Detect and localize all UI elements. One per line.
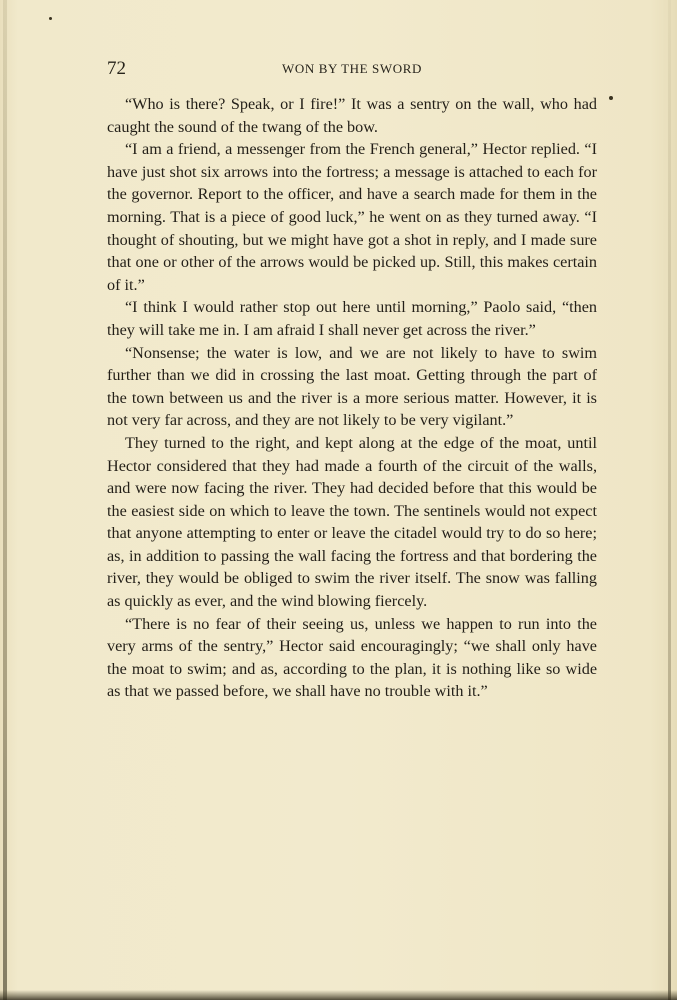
paragraph: “I think I would rather stop out here until morning,” Paolo said, “then they will take me in. I am afraid I shall never get across the river.” bbox=[107, 298, 597, 339]
paragraph: “I am a friend, a messenger from the French general,” Hector replied. “I have just shot six arrows into the fortress; a message is attached to each for the governor. Report to the officer, and have a search made for them in the morning. That is a piece of good luck,” he went on as they turned away. “I thought of shouting, but we might have got a shot in reply, and I made sure that one or other of the arrows would be picked up. Still, this makes certain of it.” bbox=[107, 140, 597, 294]
page-number: 72 bbox=[107, 58, 126, 79]
page-edge-right bbox=[668, 0, 671, 1000]
running-head: WON BY THE SWORD bbox=[282, 61, 422, 76]
body-text bbox=[107, 93, 597, 703]
paragraph: “Nonsense; the water is low, and we are not likely to have to swim further than we did in crossing the last moat. Getting through the part of the town between us and the river is a more serious matter. However, it is not very far across, and they are not likely to be very vigilant.” bbox=[107, 343, 597, 430]
paragraph: They turned to the right, and kept along at the edge of the moat, until Hector considered that they had made a fourth of the circuit of the walls, and were now facing the river. They had decided before that this would be the easiest side on which to leave the town. The sentinels would not expect that anyone attempting to enter or leave the citadel would try to do so here; as, in addition to passing the wall facing the fortress and that bordering the river, they would be obliged to swim the river itself. The snow was falling as quickly as ever, and the wind blowing fiercely. bbox=[107, 433, 597, 611]
page-header bbox=[107, 58, 597, 84]
paragraph: “Who is there? Speak, or I fire!” It was a sentry on the wall, who had caught the sound of the twang of the bow. bbox=[107, 95, 597, 136]
page-speck bbox=[609, 96, 613, 100]
page-edge-left bbox=[3, 0, 7, 1000]
page-speck bbox=[49, 17, 52, 20]
paragraph: “There is no fear of their seeing us, unless we happen to run into the very arms of the sentry,” Hector said encouragingly; “we shall only have the moat to swim; and as, according to the plan, it is nothing like so wide as that we passed before, we shall have no trouble with it.” bbox=[107, 614, 597, 701]
page-edge-bottom bbox=[0, 990, 677, 1000]
